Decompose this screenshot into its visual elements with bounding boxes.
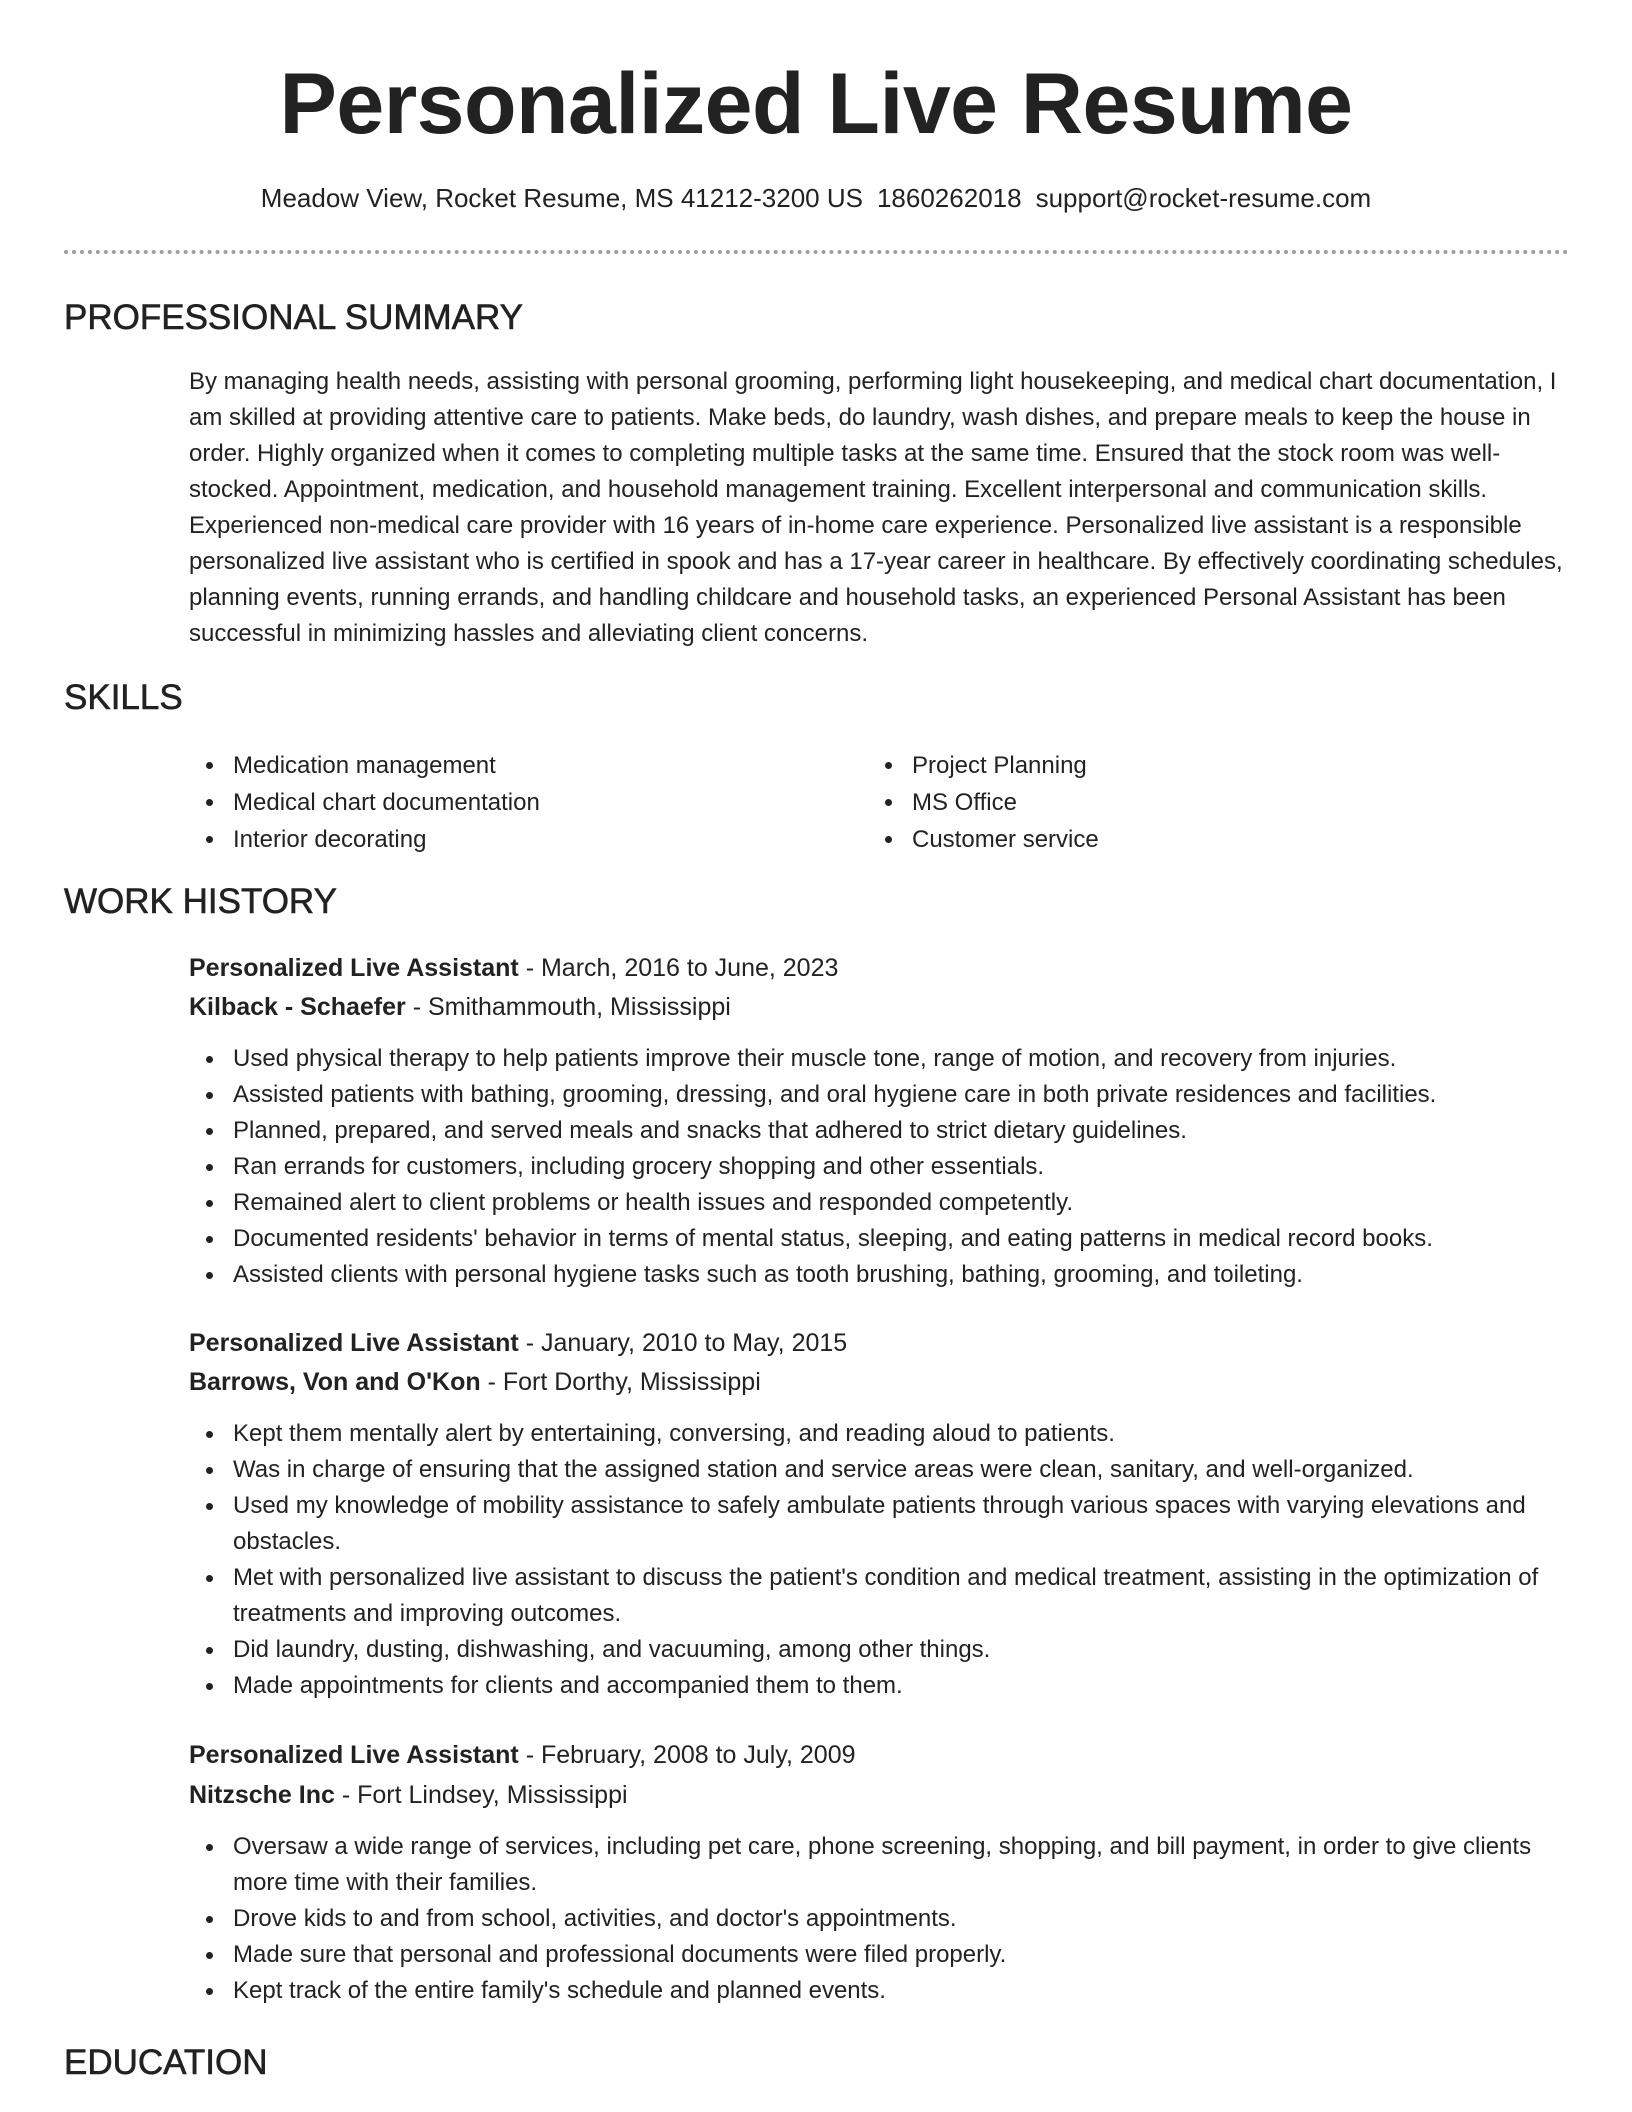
skill-item: Interior decorating <box>189 821 829 858</box>
duty-item: Used my knowledge of mobility assistance to safely ambulate patients through various spaces with varying elevations and obstacles. <box>189 1488 1569 1560</box>
skill-item: Medication management <box>189 747 829 784</box>
duty-item: Remained alert to client problems or health issues and responded competently. <box>189 1185 1569 1221</box>
job-dates: - March, 2016 to June, 2023 <box>518 954 839 982</box>
duty-item: Was in charge of ensuring that the assigned station and service areas were clean, sanitary, and well-organized. <box>189 1452 1569 1488</box>
contact-email: support@rocket-resume.com <box>1035 183 1372 213</box>
job-title: Personalized Live Assistant <box>189 1741 519 1769</box>
job-dates: - February, 2008 to July, 2009 <box>518 1741 856 1769</box>
duty-item: Oversaw a wide range of services, including pet care, phone screening, shopping, and bill payment, in order to give clients more time with their families. <box>189 1829 1569 1901</box>
job-location: - Fort Lindsey, Mississippi <box>334 1781 628 1809</box>
skill-item: Customer service <box>868 821 1508 858</box>
job-title-line <box>189 950 838 986</box>
resume-name: Personalized Live Resume <box>279 56 1353 152</box>
summary-heading: PROFESSIONAL SUMMARY <box>64 298 523 337</box>
duty-item: Kept them mentally alert by entertaining, conversing, and reading aloud to patients. <box>189 1416 1569 1452</box>
job-company: Barrows, Von and O'Kon <box>189 1368 481 1396</box>
duty-item: Assisted clients with personal hygiene tasks such as tooth brushing, bathing, grooming, and toileting. <box>189 1257 1569 1293</box>
job-company-line <box>189 1777 628 1813</box>
skills-list-left <box>189 747 829 858</box>
duty-item: Kept track of the entire family's schedule and planned events. <box>189 1973 1569 2009</box>
job-company: Kilback - Schaefer <box>189 993 406 1021</box>
duty-item: Met with personalized live assistant to discuss the patient's condition and medical treatment, assisting in the optimization of treatments and improving outcomes. <box>189 1560 1569 1632</box>
job-duties-list <box>189 1041 1569 1293</box>
duty-item: Made sure that personal and professional documents were filed properly. <box>189 1937 1569 1973</box>
duty-item: Drove kids to and from school, activities, and doctor's appointments. <box>189 1901 1569 1937</box>
job-title: Personalized Live Assistant <box>189 954 519 982</box>
job-title-line <box>189 1737 856 1773</box>
skill-item: MS Office <box>868 784 1508 821</box>
job-location: - Smithammouth, Mississippi <box>405 993 731 1021</box>
duty-item: Used physical therapy to help patients improve their muscle tone, range of motion, and recovery from injuries. <box>189 1041 1569 1077</box>
job-location: - Fort Dorthy, Mississippi <box>480 1368 761 1396</box>
contact-address: Meadow View, Rocket Resume, MS 41212-3200 US <box>260 183 863 213</box>
skills-list-right <box>868 747 1508 858</box>
contact-phone: 1860262018 <box>876 183 1022 213</box>
duty-item: Planned, prepared, and served meals and snacks that adhered to strict dietary guidelines. <box>189 1113 1569 1149</box>
skills-heading: SKILLS <box>64 678 183 717</box>
job-company-line <box>189 989 731 1025</box>
duty-item: Did laundry, dusting, dishwashing, and vacuuming, among other things. <box>189 1632 1569 1668</box>
summary-text: By managing health needs, assisting with personal grooming, performing light housekeeping, and medical chart documentation, I am skilled at providing attentive care to patients. Make beds, do laundry, wash dishes, and prepare meals to keep the house in order. Highly organized when it comes to completing multiple tasks at the same time. Ensured that the stock room was well-stocked. Appointment, medication, and household management training. Excellent interpersonal and communication skills. Experienced non-medical care provider with 16 years of in-home care experience. Personalized live assistant is a responsible personalized live assistant who is certified in spook and has a 17-year career in healthcare. By effectively coordinating schedules, planning events, running errands, and handling childcare and household tasks, an experienced Personal Assistant has been successful in minimizing hassles and alleviating client concerns. <box>189 368 1563 647</box>
job-company: Nitzsche Inc <box>189 1781 335 1809</box>
duty-item: Ran errands for customers, including grocery shopping and other essentials. <box>189 1149 1569 1185</box>
skill-item: Medical chart documentation <box>189 784 829 821</box>
job-dates: - January, 2010 to May, 2015 <box>518 1329 848 1357</box>
education-heading: EDUCATION <box>64 2043 268 2082</box>
work-history-heading: WORK HISTORY <box>64 882 337 921</box>
job-company-line <box>189 1364 761 1400</box>
duty-item: Assisted patients with bathing, grooming, dressing, and oral hygiene care in both private residences and facilities. <box>189 1077 1569 1113</box>
duty-item: Made appointments for clients and accompanied them to them. <box>189 1668 1569 1704</box>
job-title-line <box>189 1325 847 1361</box>
skill-item: Project Planning <box>868 747 1508 784</box>
contact-line <box>0 181 1632 215</box>
job-duties-list <box>189 1829 1569 2009</box>
job-duties-list <box>189 1416 1569 1704</box>
header-divider <box>64 250 1569 254</box>
duty-item: Documented residents' behavior in terms of mental status, sleeping, and eating patterns in medical record books. <box>189 1221 1569 1257</box>
job-title: Personalized Live Assistant <box>189 1329 519 1357</box>
